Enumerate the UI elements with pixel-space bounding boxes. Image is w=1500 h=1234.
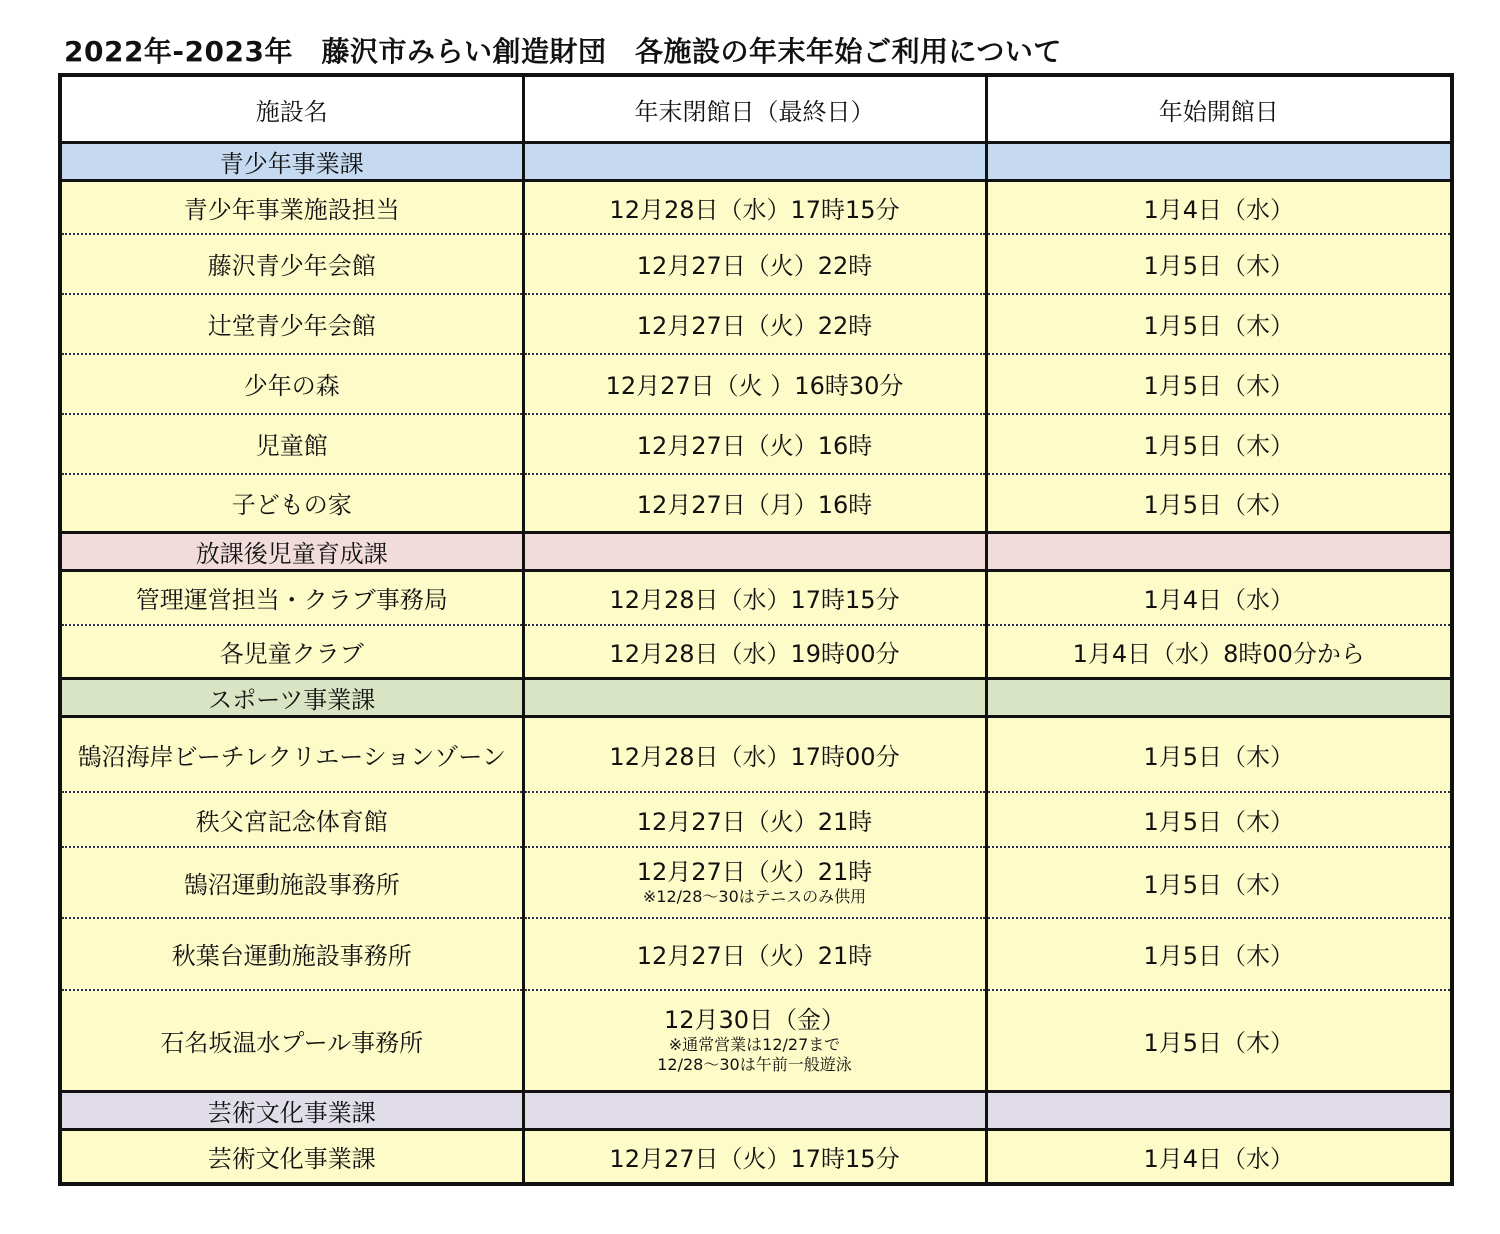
table-row <box>60 414 1452 474</box>
facility-name: 児童館 <box>60 414 523 474</box>
facility-name: 藤沢青少年会館 <box>60 234 523 294</box>
opening-day: 1月5日（木） <box>986 354 1452 414</box>
opening-day: 1月4日（水）8時00分から <box>986 625 1452 679</box>
opening-day: 1月5日（木） <box>986 414 1452 474</box>
section-row-arts <box>60 1092 1452 1130</box>
opening-day: 1月4日（水） <box>986 571 1452 625</box>
facility-name: 芸術文化事業課 <box>60 1130 523 1184</box>
opening-day: 1月4日（水） <box>986 181 1452 234</box>
closing-day: 12月27日（火 ）16時30分 <box>523 354 986 414</box>
table-header-row <box>60 75 1452 143</box>
header-facility: 施設名 <box>60 75 523 143</box>
facility-name: 鵠沼運動施設事務所 <box>60 847 523 918</box>
closing-note: 12/28～30は午前一般遊泳 <box>657 1055 852 1075</box>
table-row <box>60 625 1452 679</box>
closing-note: ※通常営業は12/27まで <box>668 1035 841 1055</box>
header-closing-day: 年末閉館日（最終日） <box>523 75 986 143</box>
opening-day: 1月4日（水） <box>986 1130 1452 1184</box>
opening-day: 1月5日（木） <box>986 990 1452 1092</box>
table-row <box>60 474 1452 533</box>
closing-day: 12月27日（火）16時 <box>523 414 986 474</box>
table-row <box>60 792 1452 847</box>
section-name: スポーツ事業課 <box>60 679 523 717</box>
opening-day: 1月5日（木） <box>986 234 1452 294</box>
section-name: 芸術文化事業課 <box>60 1092 523 1130</box>
facility-name: 石名坂温水プール事務所 <box>60 990 523 1092</box>
document-title: 2022年-2023年 藤沢市みらい創造財団 各施設の年末年始ご利用について <box>64 35 1062 68</box>
closing-note: ※12/28～30はテニスのみ供用 <box>642 887 867 906</box>
facility-name: 管理運営担当・クラブ事務局 <box>60 571 523 625</box>
opening-day: 1月5日（木） <box>986 717 1452 792</box>
table-row <box>60 354 1452 414</box>
facility-schedule-table <box>58 73 1454 1186</box>
section-row-sports <box>60 679 1452 717</box>
closing-day: 12月27日（火）22時 <box>523 234 986 294</box>
section-name: 青少年事業課 <box>60 143 523 181</box>
closing-day: 12月28日（水）19時00分 <box>523 625 986 679</box>
closing-day: 12月30日（金） <box>663 1006 846 1035</box>
facility-name: 鵠沼海岸ビーチレクリエーションゾーン <box>60 717 523 792</box>
closing-day: 12月28日（水）17時00分 <box>523 717 986 792</box>
opening-day: 1月5日（木） <box>986 847 1452 918</box>
table-row <box>60 234 1452 294</box>
closing-day: 12月27日（火）22時 <box>523 294 986 354</box>
facility-name: 各児童クラブ <box>60 625 523 679</box>
table-row <box>60 1130 1452 1184</box>
section-row-youth <box>60 143 1452 181</box>
table-row <box>60 717 1452 792</box>
opening-day: 1月5日（木） <box>986 918 1452 990</box>
facility-name: 秩父宮記念体育館 <box>60 792 523 847</box>
table-row <box>60 847 1452 918</box>
table-row <box>60 990 1452 1092</box>
facility-name: 子どもの家 <box>60 474 523 533</box>
opening-day: 1月5日（木） <box>986 294 1452 354</box>
closing-day: 12月27日（火）21時 <box>636 858 873 886</box>
closing-day-cell <box>523 847 986 918</box>
table-row <box>60 294 1452 354</box>
facility-name: 少年の森 <box>60 354 523 414</box>
section-row-afterschool <box>60 533 1452 571</box>
facility-name: 秋葉台運動施設事務所 <box>60 918 523 990</box>
closing-day-cell <box>523 990 986 1092</box>
section-name: 放課後児童育成課 <box>60 533 523 571</box>
closing-day: 12月28日（水）17時15分 <box>523 181 986 234</box>
closing-day: 12月27日（火）17時15分 <box>523 1130 986 1184</box>
header-opening-day: 年始開館日 <box>986 75 1452 143</box>
closing-day: 12月27日（火）21時 <box>523 918 986 990</box>
opening-day: 1月5日（木） <box>986 474 1452 533</box>
facility-name: 青少年事業施設担当 <box>60 181 523 234</box>
table-row <box>60 571 1452 625</box>
closing-day: 12月27日（火）21時 <box>523 792 986 847</box>
table-row <box>60 918 1452 990</box>
table-row <box>60 181 1452 234</box>
closing-day: 12月28日（水）17時15分 <box>523 571 986 625</box>
opening-day: 1月5日（木） <box>986 792 1452 847</box>
closing-day: 12月27日（月）16時 <box>523 474 986 533</box>
facility-name: 辻堂青少年会館 <box>60 294 523 354</box>
